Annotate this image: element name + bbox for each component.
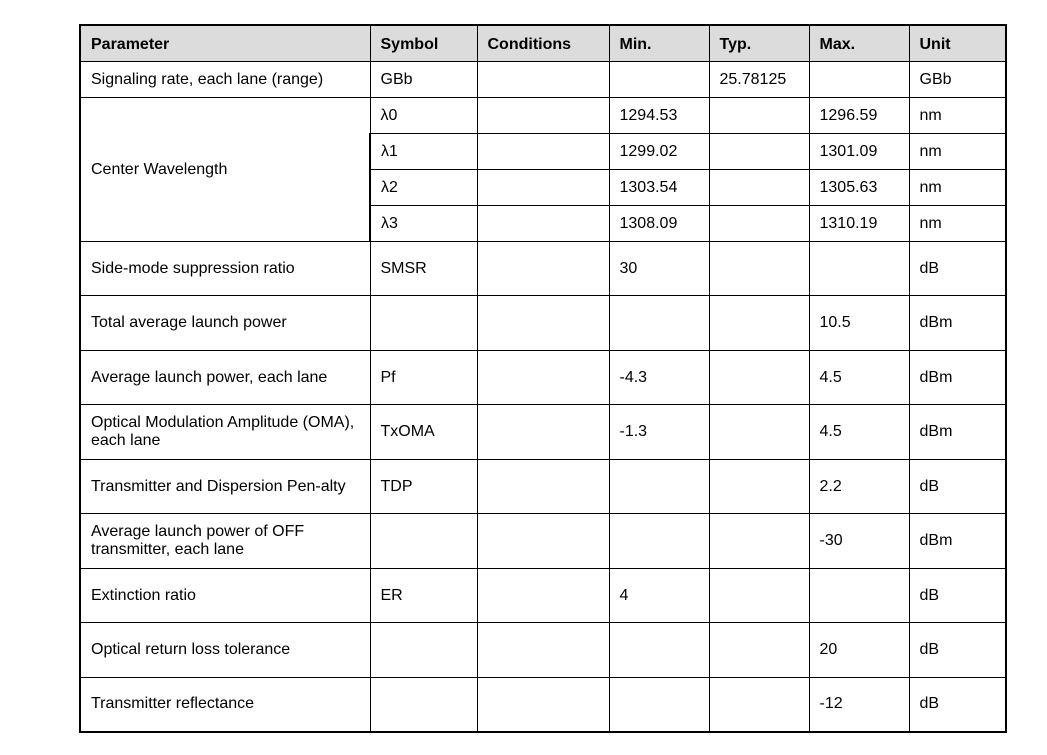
cell-parameter: Average launch power, each lane — [80, 351, 370, 405]
cell-max: 1310.19 — [809, 206, 909, 242]
table-row — [80, 296, 1006, 351]
cell-max: 20 — [809, 623, 909, 678]
cell-typ — [709, 98, 809, 134]
cell-conditions — [477, 460, 609, 514]
table-row — [80, 62, 1006, 98]
cell-symbol: TDP — [370, 460, 477, 514]
cell-typ — [709, 170, 809, 206]
cell-max: 2.2 — [809, 460, 909, 514]
cell-typ — [709, 514, 809, 569]
table-row — [80, 623, 1006, 678]
cell-min — [609, 678, 709, 732]
spec-table — [79, 24, 1007, 733]
cell-typ — [709, 569, 809, 623]
cell-min — [609, 296, 709, 351]
cell-typ — [709, 405, 809, 460]
cell-unit: dB — [909, 623, 1006, 678]
cell-unit: dBm — [909, 405, 1006, 460]
cell-max: 4.5 — [809, 405, 909, 460]
cell-conditions — [477, 623, 609, 678]
cell-min — [609, 460, 709, 514]
cell-symbol — [370, 296, 477, 351]
cell-unit: dB — [909, 460, 1006, 514]
cell-max: 1296.59 — [809, 98, 909, 134]
header-max: Max. — [809, 25, 909, 62]
table-row — [80, 405, 1006, 460]
cell-max — [809, 569, 909, 623]
cell-conditions — [477, 678, 609, 732]
cell-max: -12 — [809, 678, 909, 732]
cell-typ — [709, 623, 809, 678]
cell-symbol: GBb — [370, 62, 477, 98]
cell-max: 1301.09 — [809, 134, 909, 170]
table-row — [80, 351, 1006, 405]
header-unit: Unit — [909, 25, 1006, 62]
cell-min: 1294.53 — [609, 98, 709, 134]
cell-min: -4.3 — [609, 351, 709, 405]
cell-max — [809, 242, 909, 296]
cell-unit: dB — [909, 569, 1006, 623]
table-row — [80, 678, 1006, 732]
cell-symbol — [370, 678, 477, 732]
cell-parameter: Optical return loss tolerance — [80, 623, 370, 678]
cell-symbol — [370, 514, 477, 569]
cell-symbol: TxOMA — [370, 405, 477, 460]
cell-conditions — [477, 405, 609, 460]
cell-max: -30 — [809, 514, 909, 569]
cell-parameter: Center Wavelength — [80, 98, 370, 242]
cell-conditions — [477, 98, 609, 134]
table-row — [80, 242, 1006, 296]
header-conditions: Conditions — [477, 25, 609, 62]
cell-typ — [709, 134, 809, 170]
cell-symbol — [370, 623, 477, 678]
cell-symbol: λ1 — [370, 134, 477, 170]
cell-symbol: λ0 — [370, 98, 477, 134]
cell-min: 1299.02 — [609, 134, 709, 170]
cell-symbol: λ2 — [370, 170, 477, 206]
cell-conditions — [477, 296, 609, 351]
cell-symbol: Pf — [370, 351, 477, 405]
cell-typ — [709, 242, 809, 296]
cell-min — [609, 62, 709, 98]
cell-unit: dBm — [909, 514, 1006, 569]
header-typ: Typ. — [709, 25, 809, 62]
cell-min: 1303.54 — [609, 170, 709, 206]
cell-symbol: ER — [370, 569, 477, 623]
cell-min: 4 — [609, 569, 709, 623]
cell-conditions — [477, 242, 609, 296]
cell-max: 10.5 — [809, 296, 909, 351]
cell-max — [809, 62, 909, 98]
cell-conditions — [477, 206, 609, 242]
cell-conditions — [477, 170, 609, 206]
cell-unit: dB — [909, 242, 1006, 296]
cell-unit: nm — [909, 98, 1006, 134]
cell-unit: nm — [909, 170, 1006, 206]
cell-unit: dBm — [909, 351, 1006, 405]
cell-conditions — [477, 569, 609, 623]
cell-unit: nm — [909, 206, 1006, 242]
cell-parameter: Transmitter reflectance — [80, 678, 370, 732]
cell-unit: dBm — [909, 296, 1006, 351]
cell-conditions — [477, 514, 609, 569]
cell-parameter: Optical Modulation Amplitude (OMA), each lane — [80, 405, 370, 460]
cell-parameter: Signaling rate, each lane (range) — [80, 62, 370, 98]
header-min: Min. — [609, 25, 709, 62]
cell-typ — [709, 296, 809, 351]
cell-min — [609, 514, 709, 569]
table-row — [80, 569, 1006, 623]
cell-min: 1308.09 — [609, 206, 709, 242]
cell-parameter: Extinction ratio — [80, 569, 370, 623]
cell-max: 4.5 — [809, 351, 909, 405]
cell-parameter: Side-mode suppression ratio — [80, 242, 370, 296]
cell-min: 30 — [609, 242, 709, 296]
cell-typ — [709, 460, 809, 514]
cell-typ: 25.78125 — [709, 62, 809, 98]
cell-symbol: SMSR — [370, 242, 477, 296]
cell-conditions — [477, 62, 609, 98]
cell-conditions — [477, 351, 609, 405]
cell-typ — [709, 351, 809, 405]
cell-min: -1.3 — [609, 405, 709, 460]
cell-min — [609, 623, 709, 678]
cell-symbol: λ3 — [370, 206, 477, 242]
cell-unit: dB — [909, 678, 1006, 732]
table-row — [80, 460, 1006, 514]
table-row — [80, 98, 1006, 134]
cell-parameter: Total average launch power — [80, 296, 370, 351]
cell-max: 1305.63 — [809, 170, 909, 206]
header-parameter: Parameter — [80, 25, 370, 62]
table-row — [80, 514, 1006, 569]
cell-unit: nm — [909, 134, 1006, 170]
header-row — [80, 25, 1006, 62]
cell-conditions — [477, 134, 609, 170]
cell-unit: GBb — [909, 62, 1006, 98]
header-symbol: Symbol — [370, 25, 477, 62]
cell-typ — [709, 206, 809, 242]
cell-parameter: Transmitter and Dispersion Pen-alty — [80, 460, 370, 514]
cell-typ — [709, 678, 809, 732]
cell-parameter: Average launch power of OFF transmitter, each lane — [80, 514, 370, 569]
